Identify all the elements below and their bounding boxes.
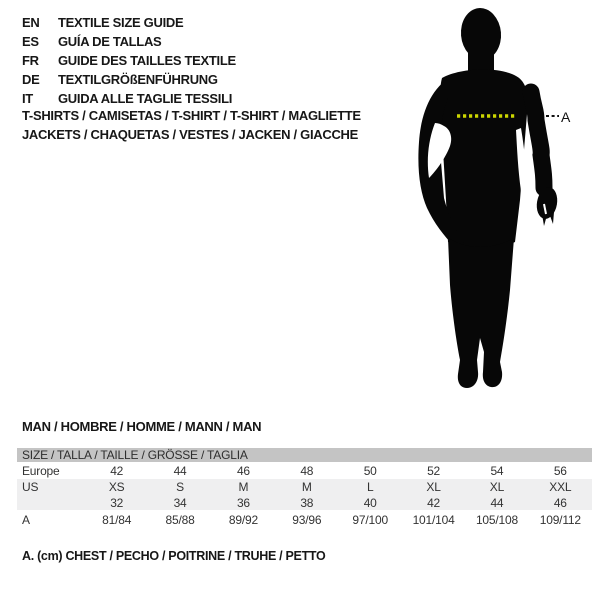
size-table [17,448,592,529]
size-cell: XL [489,480,505,494]
size-cell: 85/88 [165,512,195,527]
size-cell: XL [426,480,441,494]
lang-row-es [22,32,236,51]
size-cell: 42 [427,495,441,510]
size-cell: 46 [553,495,567,510]
size-cell: 93/96 [292,512,322,527]
silhouette-right-fingers [549,212,554,224]
row-label: Europe [22,463,60,478]
section-title-man: MAN / HOMBRE / HOMME / MANN / MAN [22,419,262,434]
size-cell: 40 [363,495,377,510]
row-label: US [22,480,39,494]
size-cell: 34 [173,495,187,510]
table-row-chest-a [17,510,592,529]
table-row-europe [17,462,592,479]
size-cell: 101/104 [412,512,455,527]
size-cell: 44 [490,495,504,510]
size-cell: M [238,480,249,494]
size-cell: 32 [110,495,124,510]
category-tshirts: T-SHIRTS / CAMISETAS / T-SHIRT / T-SHIRT / MAGLIETTE [22,108,361,123]
size-cell: XXL [549,480,572,494]
table-header: SIZE / TALLA / TAILLE / GRÖSSE / TAGLIA [17,448,592,462]
silhouette-right-fingers [542,214,547,226]
lang-row-fr [22,51,236,70]
lang-row-en [22,13,236,32]
lang-code: EN [22,15,40,30]
size-cell: 50 [363,463,377,478]
lang-code: DE [22,72,40,87]
size-cell: 44 [173,463,187,478]
language-list [22,13,236,108]
size-cell: 48 [300,463,314,478]
category-list [22,106,361,144]
size-cell: 46 [236,463,250,478]
man-silhouette-figure [380,0,600,420]
footnote-chest: A. (cm) CHEST / PECHO / POITRINE / TRUHE / PETTO [22,549,326,563]
lang-label: GUÍA DE TALLAS [58,34,162,49]
lang-row-de [22,70,236,89]
size-cell: XS [108,480,125,494]
size-cell: 42 [110,463,124,478]
table-row-us-numeric [17,495,592,510]
size-cell: 54 [490,463,504,478]
size-cell: 52 [427,463,441,478]
size-cell: 97/100 [352,512,388,527]
lang-label: GUIDE DES TAILLES TEXTILE [58,53,236,68]
size-cell: S [176,480,184,494]
table-row-us-letter [17,479,592,495]
size-cell: 38 [300,495,314,510]
lang-label: GUIDA ALLE TAGLIE TESSILI [58,91,233,106]
size-cell: 105/108 [475,512,518,527]
size-cell: 81/84 [102,512,132,527]
size-cell: L [366,480,374,494]
size-cell: 89/92 [228,512,258,527]
lang-label: TEXTILE SIZE GUIDE [58,15,184,30]
size-cell: 36 [236,495,250,510]
row-label: A [22,512,30,527]
silhouette-legs [448,238,514,388]
silhouette-torso [440,69,528,249]
size-cell: 109/112 [539,512,581,527]
lang-code: FR [22,53,39,68]
size-cell: 56 [553,463,567,478]
size-cell: M [301,480,312,494]
silhouette-right-arm [531,92,544,188]
lang-code: ES [22,34,39,49]
category-jackets: JACKETS / CHAQUETAS / VESTES / JACKEN / GIACCHE [22,127,358,142]
lang-code: IT [22,91,33,106]
silhouette-neck [468,48,494,72]
man-silhouette [380,0,600,420]
measure-label-a: A [561,109,571,125]
lang-label: TEXTILGRÖßENFÜHRUNG [58,72,218,87]
